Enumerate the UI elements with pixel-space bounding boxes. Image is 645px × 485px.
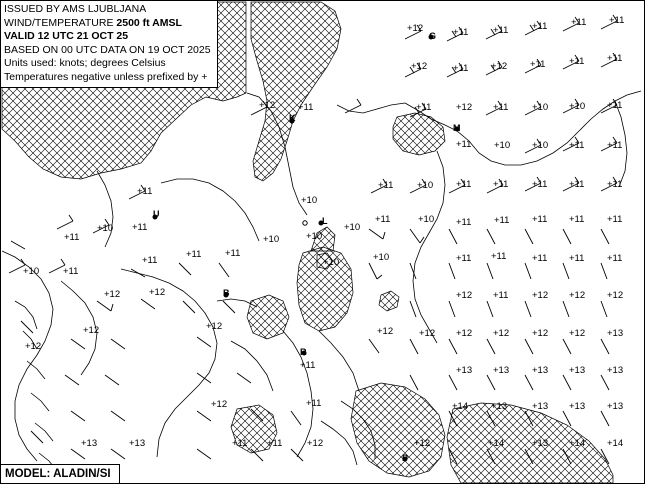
temperature-label: +10 [494, 140, 511, 151]
temperature-label: +13 [532, 438, 549, 449]
temperature-label: +11 [532, 214, 548, 225]
temperature-label: +12 [83, 325, 100, 336]
header-issuer: ISSUED BY AMS LJUBLJANA [4, 3, 147, 15]
temperature-label: +11 [456, 217, 472, 228]
temperature-label: +11 [456, 253, 472, 264]
temperature-label: +10 [418, 214, 435, 225]
temperature-label: +13 [81, 438, 98, 449]
temperature-label: +10 [263, 234, 280, 245]
temperature-label: +11 [300, 360, 316, 371]
temperature-label: +12 [377, 326, 394, 337]
temperature-label: +13 [456, 365, 473, 376]
temperature-label: +11 [416, 102, 432, 113]
temperature-label: +11 [493, 179, 509, 190]
temperature-label: +11 [609, 15, 625, 26]
temperature-label: +11 [378, 180, 394, 191]
temperature-label: +13 [607, 328, 624, 339]
temperature-label: +12 [419, 328, 436, 339]
temperature-label: +11 [494, 215, 510, 226]
temperature-label: +11 [456, 139, 472, 150]
temperature-label: +10 [301, 195, 318, 206]
temperature-label: +14 [488, 438, 505, 449]
temperature-label: +13 [129, 438, 146, 449]
temperature-label: +12 [25, 341, 42, 352]
temperature-label: +13 [532, 365, 549, 376]
temperature-label: +14 [607, 438, 624, 449]
temperature-label: +11 [607, 253, 623, 264]
temperature-label: +11 [569, 179, 585, 190]
temperature-label: +14 [452, 401, 469, 412]
station-label: L [322, 216, 328, 226]
temperature-label: +11 [306, 398, 322, 409]
temperature-label: +12 [414, 438, 431, 449]
station-label: G [429, 31, 437, 41]
temperature-label: +11 [142, 255, 158, 266]
temperature-label: +12 [456, 102, 473, 113]
temperature-label: +11 [607, 140, 623, 151]
station-label: B [223, 288, 230, 298]
model-label: MODEL: ALADIN/SI [1, 464, 120, 483]
temperature-label: +10 [344, 222, 361, 233]
temperature-label: +12 [456, 290, 473, 301]
temperature-label: +13 [607, 401, 624, 412]
temperature-label: +11 [186, 249, 202, 260]
temperature-label: +13 [491, 401, 508, 412]
temperature-label: +13 [493, 365, 510, 376]
temperature-label: +12 [407, 23, 424, 34]
temperature-label: +11 [232, 438, 248, 449]
station-label: U [153, 209, 160, 219]
temperature-label: +12 [211, 399, 228, 410]
temperature-label: +11 [607, 214, 623, 225]
temperature-label: +13 [569, 401, 586, 412]
temperature-label: +12 [493, 328, 510, 339]
header-units: Units used: knots; degrees Celsius [4, 57, 166, 69]
temperature-label: +11 [453, 27, 469, 38]
temperature-label: +11 [375, 214, 391, 225]
temperature-label: +12 [607, 290, 624, 301]
temperature-label: +11 [607, 179, 623, 190]
temperature-label: +11 [532, 21, 548, 32]
temperature-label: +11 [569, 56, 585, 67]
temperature-label: +11 [298, 102, 314, 113]
temperature-label: +12 [259, 100, 276, 111]
temperature-label: +12 [569, 290, 586, 301]
temperature-label: +12 [532, 290, 549, 301]
temperature-label: +12 [532, 328, 549, 339]
temperature-label: +12 [491, 61, 508, 72]
temperature-label: +12 [149, 287, 166, 298]
station-label: M [453, 123, 461, 133]
temperature-label: +13 [532, 401, 549, 412]
temperature-label: +11 [569, 214, 585, 225]
temperature-label: +13 [569, 365, 586, 376]
temperature-label: +10 [373, 252, 390, 263]
temperature-label: +11 [63, 266, 79, 277]
temperature-label: +10 [417, 180, 434, 191]
temperature-label: +11 [453, 63, 469, 74]
header-product: WIND/TEMPERATURE 2500 ft AMSL [4, 16, 182, 29]
station-label: K [289, 113, 296, 123]
temperature-label: +11 [267, 438, 283, 449]
temperature-label: +11 [493, 290, 509, 301]
temperature-label: +11 [225, 248, 241, 259]
temperature-label: +11 [532, 253, 548, 264]
temperature-label: +12 [104, 289, 121, 300]
temperature-label: +10 [569, 101, 586, 112]
temperature-label: +11 [569, 140, 585, 151]
temperature-label: +10 [23, 266, 40, 277]
temperature-label: +11 [532, 179, 548, 190]
temperature-label: +11 [137, 186, 153, 197]
temperature-label: +11 [64, 232, 80, 243]
temperature-label: +11 [569, 253, 585, 264]
temperature-label: +10 [532, 102, 549, 113]
temperature-label: +11 [607, 100, 623, 111]
header-valid: VALID 12 UTC 21 OCT 25 [4, 30, 129, 42]
temperature-label: +11 [530, 59, 546, 70]
temperature-label: +11 [607, 53, 623, 64]
temperature-label: +12 [569, 328, 586, 339]
temperature-label: +11 [571, 17, 587, 28]
temperature-label: +10 [306, 231, 323, 242]
temperature-label: +11 [456, 179, 472, 190]
temperature-label: +10 [532, 140, 549, 151]
temperature-label: +12 [307, 438, 324, 449]
temperature-label: +11 [493, 102, 509, 113]
header-temp-note: Temperatures negative unless prefixed by + [4, 70, 208, 83]
temperature-label: +12 [411, 61, 428, 72]
temperature-label: +12 [206, 321, 223, 332]
chart-header [1, 1, 218, 88]
station-label: R [300, 347, 307, 357]
temperature-label: +13 [607, 365, 624, 376]
temperature-label: +11 [491, 251, 507, 262]
temperature-label: +11 [132, 222, 148, 233]
temperature-label: +11 [493, 25, 509, 36]
header-level: 2500 ft AMSL [116, 16, 182, 29]
temperature-label: +10 [323, 257, 340, 268]
station-label: P [402, 453, 409, 463]
temperature-label: +12 [456, 328, 473, 339]
header-basis: BASED ON 00 UTC DATA ON 19 OCT 2025 [4, 43, 211, 56]
temperature-label: +10 [97, 223, 114, 234]
temperature-label: +14 [569, 438, 586, 449]
